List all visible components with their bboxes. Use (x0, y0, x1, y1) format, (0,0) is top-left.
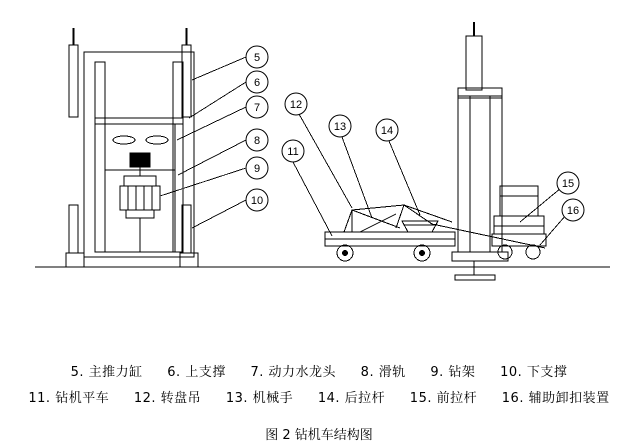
legend-label: 钻机平车 (55, 391, 110, 406)
callout-11 (282, 140, 304, 162)
legend-label: 下支撑 (526, 365, 568, 380)
callout-label: 5 (253, 51, 261, 64)
swivel-port-right (146, 136, 168, 144)
main-thrust-cylinder-left (69, 45, 78, 117)
callout-8 (246, 129, 268, 151)
lower-support-left (69, 205, 78, 253)
legend-item-6 (167, 360, 226, 386)
legend-row-1 (0, 360, 638, 386)
callout-10 (246, 189, 268, 211)
legend-item-7 (250, 360, 336, 386)
callout-leaders (160, 57, 566, 245)
legend-label: 机械手 (252, 391, 294, 406)
callout-15 (557, 172, 579, 194)
legend-label: 滑轨 (378, 365, 406, 380)
callout-markers (246, 46, 584, 221)
legend-item-5 (71, 360, 143, 386)
swivel-body (130, 153, 150, 167)
figure-caption: 图 2 钻机车结构图 (265, 428, 373, 443)
legend-item-10 (500, 360, 567, 386)
rear-tie-rod (404, 205, 452, 222)
legend-number: 6. (167, 365, 181, 380)
legend-label: 动力水龙头 (268, 365, 337, 380)
callout-13 (329, 115, 351, 137)
legend-item-16 (502, 386, 610, 412)
callout-12 (285, 93, 307, 115)
derrick-body (458, 96, 502, 252)
derrick-cylinder (466, 36, 482, 90)
legend-item-9 (430, 360, 475, 386)
legend-item-15 (410, 386, 477, 412)
legend-number: 15. (409, 391, 432, 406)
figure-legend (0, 360, 638, 412)
legend-label: 主推力缸 (88, 365, 143, 380)
legend-label: 上支撑 (185, 365, 226, 380)
callout-6 (246, 71, 268, 93)
drill-mast-body (120, 186, 160, 210)
legend-item-12 (134, 386, 201, 412)
aux-wheel-right (526, 245, 540, 259)
callout-5 (246, 46, 268, 68)
legend-label: 辅助卸扣装置 (528, 391, 610, 406)
drill-frame-inner-left (95, 62, 105, 252)
legend-number: 16. (501, 391, 524, 406)
callout-label: 7 (253, 101, 261, 114)
legend-number: 9. (430, 365, 444, 380)
callout-label: 11 (287, 145, 299, 158)
legend-label: 钻架 (448, 365, 476, 380)
legend-number: 5. (70, 365, 84, 380)
legend-number: 7. (250, 365, 264, 380)
derrick-foot (455, 275, 495, 280)
callout-16 (562, 199, 584, 221)
legend-row-2 (0, 386, 638, 412)
callout-label: 14 (380, 124, 394, 137)
callout-label: 16 (566, 204, 580, 217)
legend-number: 13. (225, 391, 249, 406)
callout-label: 8 (253, 134, 261, 147)
front-tie-rod (432, 224, 545, 248)
callout-label: 9 (253, 162, 261, 175)
callout-9 (246, 157, 268, 179)
legend-item-14 (318, 386, 385, 412)
callout-7 (246, 96, 268, 118)
legend-number: 11. (28, 391, 51, 406)
callout-label: 13 (333, 120, 347, 133)
swivel-port-left (113, 136, 135, 144)
callout-label: 6 (253, 76, 261, 89)
legend-number: 12. (133, 391, 157, 406)
drill-mast-head (124, 176, 156, 186)
aux-skid (492, 234, 546, 246)
legend-number: 14. (317, 391, 340, 406)
legend-item-13 (226, 386, 293, 412)
pipe-cradle (402, 221, 438, 232)
legend-label: 前拉杆 (436, 391, 478, 406)
base-foot-right (180, 253, 198, 267)
callout-label: 10 (250, 194, 264, 207)
legend-label: 后拉杆 (344, 391, 386, 406)
callout-label: 12 (289, 98, 303, 111)
callout-14 (376, 119, 398, 141)
legend-number: 8. (360, 365, 375, 380)
base-foot-left (66, 253, 84, 267)
legend-item-8 (361, 360, 406, 386)
legend-label: 转盘吊 (160, 391, 202, 406)
legend-item-11 (28, 386, 109, 412)
legend-number: 10. (500, 365, 523, 380)
callout-label: 15 (561, 177, 575, 190)
drill-mast-base (126, 210, 154, 218)
